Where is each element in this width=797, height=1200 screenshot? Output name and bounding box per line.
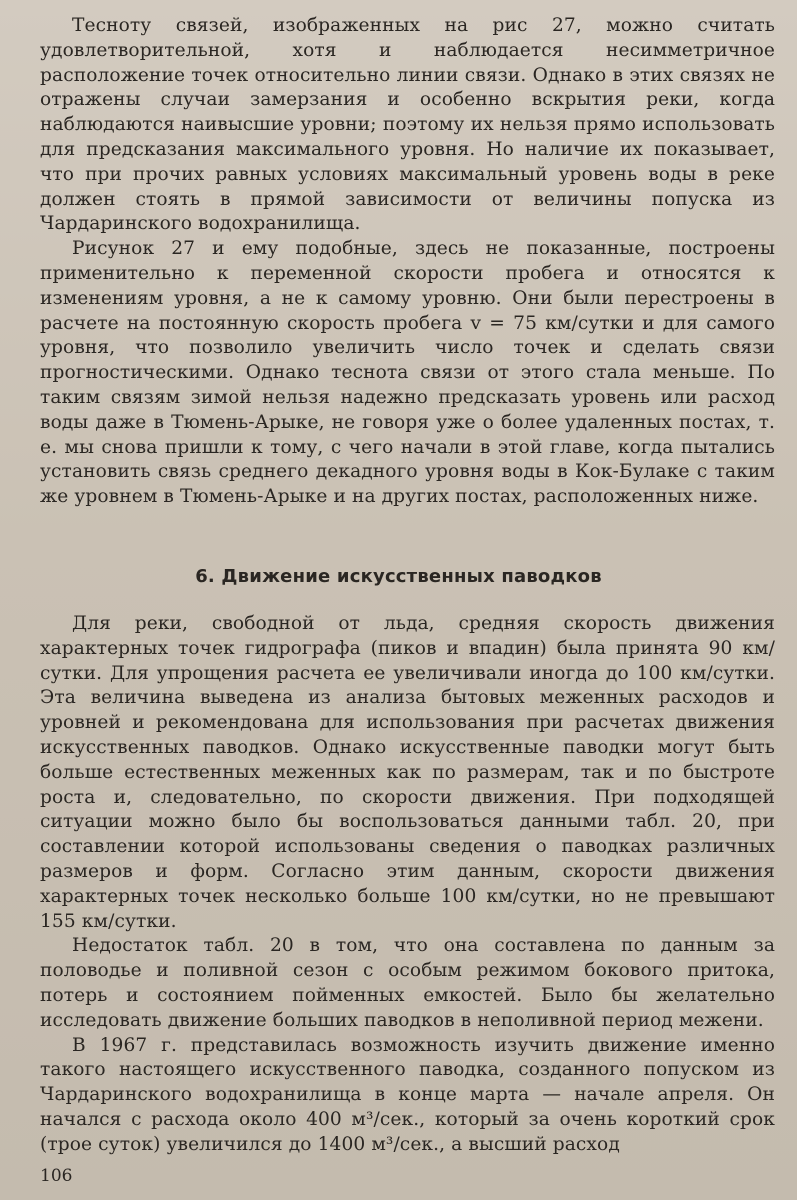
page-number: 106 bbox=[40, 1166, 73, 1186]
paragraph: В 1967 г. представилась возможность изучить движение именно такого настоящего искусственного паводка, созданного попуском из Чардаринского водохранилища в конце марта — начале апреля. Он начался с расхода около 400 м³/сек., который за очень короткий срок (трое суток) увеличился до 1400 м³/сек., а высший расход bbox=[40, 1034, 775, 1155]
text-block-top bbox=[40, 14, 775, 510]
paragraph: Для реки, свободной от льда, средняя скорость движения характерных точек гидрографа (пиков и впадин) была принята 90 км/сутки. Для упрощения расчета ее увеличивали иногда до 100 км/сутки. Эта величина выведена из анализа бытовых меженных расходов и уровней и рекомендована для использования при расчетах движения искусственных паводков. Однако искусственные паводки могут быть больше естественных меженных как по размерам, так и по быстроте роста и, следовательно, по скорости движения. При подходящей ситуации можно было бы воспользоваться данными табл. 20, при составлении которой использованы сведения о паводках различных размеров и форм. Согласно этим данным, скорости движения характерных точек несколько больше 100 км/сутки, но не превышают 155 км/сутки. bbox=[40, 613, 775, 932]
section-heading: 6. Движение искусственных паводков bbox=[195, 566, 602, 587]
paragraph: Тесноту связей, изображенных на рис 27, можно считать удовлетворительной, хотя и наблюдается несимметричное расположение точек относительно линии связи. Однако в этих связях не отражены случаи замерзания и особенно вскрытия реки, когда наблюдаются наивысшие уровни; поэтому их нельзя прямо использовать для предсказания максимального уровня. Но наличие их показывает, что при прочих равных условиях максимальный уровень воды в реке должен стоять в прямой зависимости от величины попуска из Чардаринского водохранилища. bbox=[40, 15, 775, 235]
paragraph: Рисунок 27 и ему подобные, здесь не показанные, построены применительно к переменной скорости пробега и относятся к изменениям уровня, а не к самому уровню. Они были перестроены в расчете на постоянную скорость пробега v = 75 км/сутки и для самого уровня, что позволило увеличить число точек и сделать связи прогностическими. Однако теснота связи от этого стала меньше. По таким связям зимой нельзя надежно предсказать уровень или расход воды даже в Тюмень-Арыке, не говоря уже о более удаленных постах, т. е. мы снова пришли к тому, с чего начали в этой главе, когда пытались установить связь среднего декадного уровня воды в Кок-Булаке с таким же уровнем в Тюмень-Арыке и на других постах, расположенных ниже. bbox=[40, 238, 775, 508]
paragraph: Недостаток табл. 20 в том, что она составлена по данным за половодье и поливной сезон с особым режимом бокового притока, потерь и состоянием пойменных емкостей. Было бы желательно исследовать движение больших паводков в неполивной период межени. bbox=[40, 935, 775, 1031]
text-block-bottom bbox=[40, 612, 775, 1158]
